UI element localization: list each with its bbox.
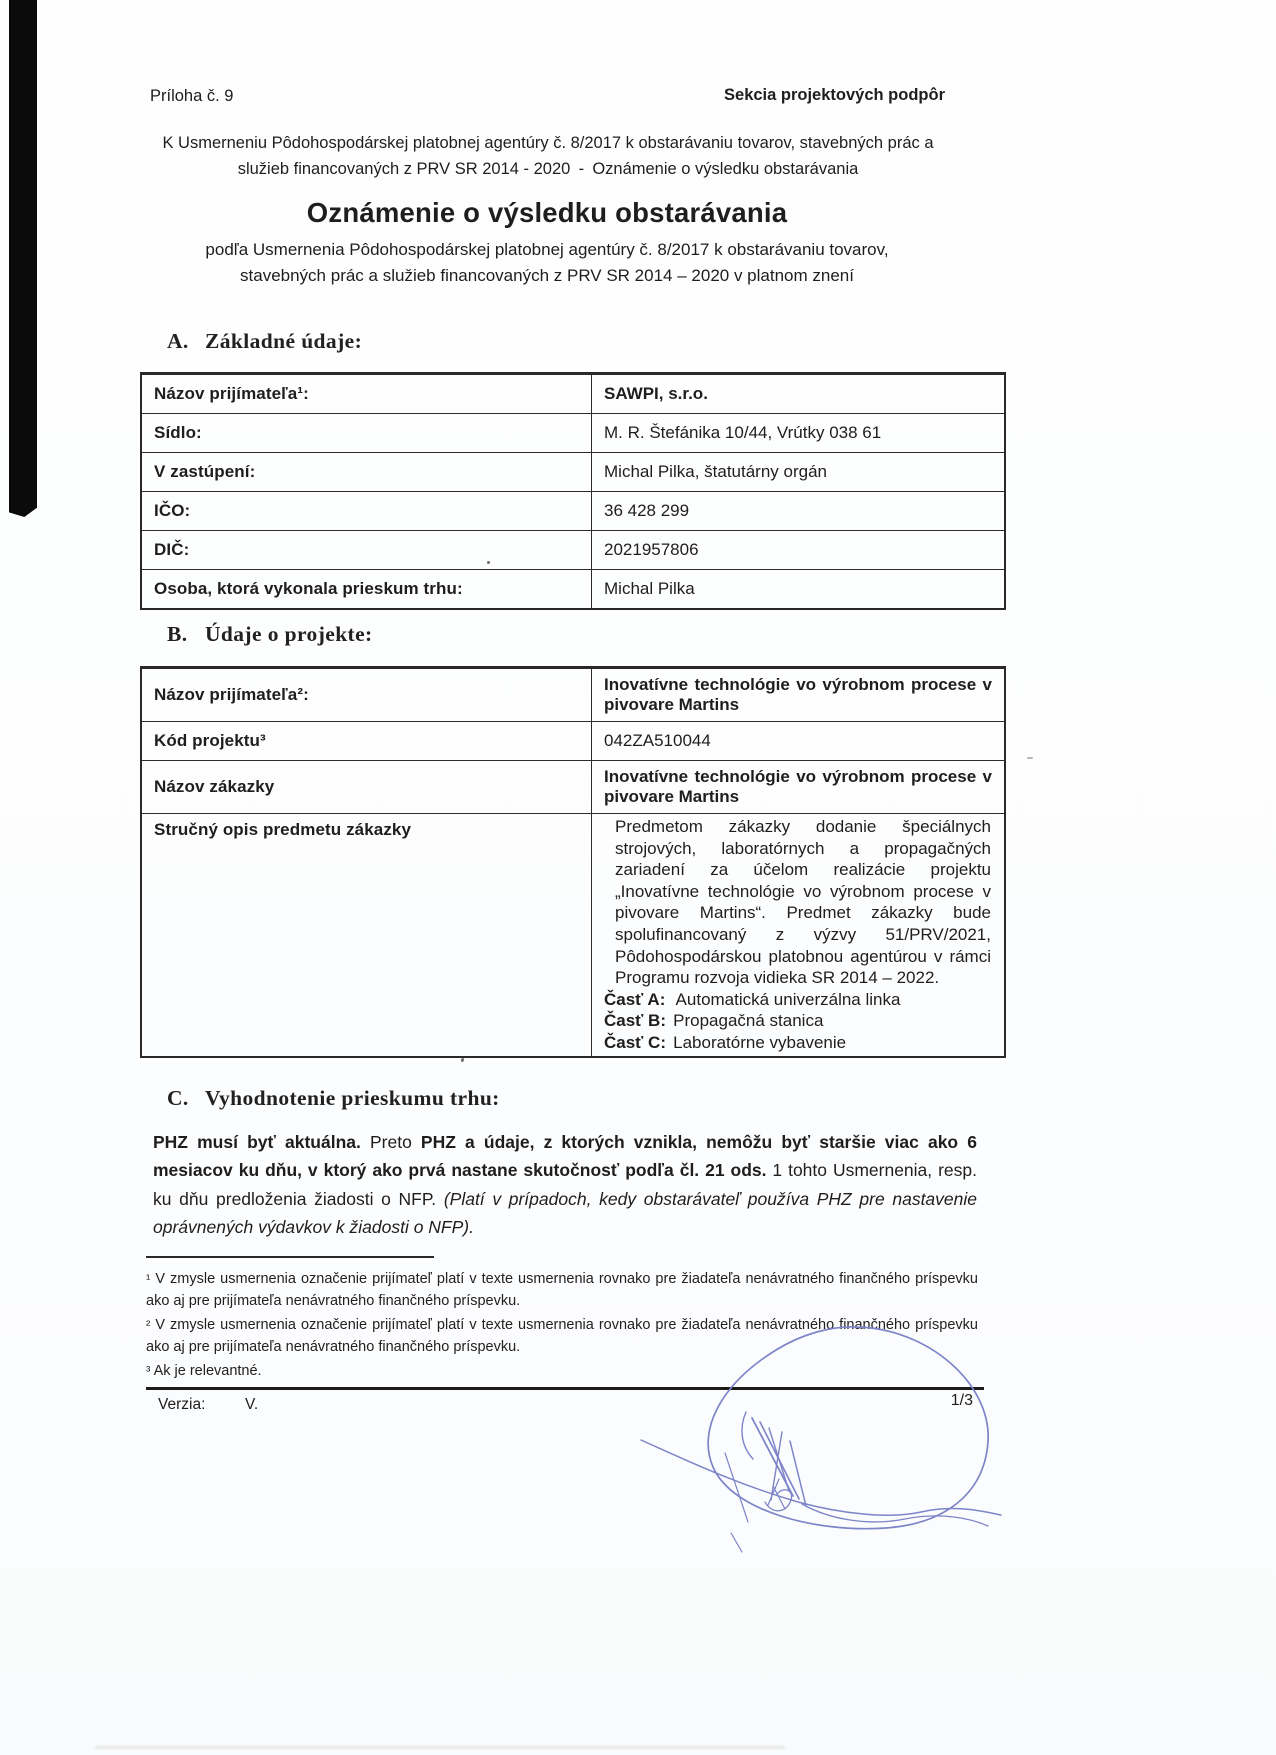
row-value: M. R. Štefánika 10/44, Vrútky 038 61 — [592, 414, 1006, 453]
row-label: Názov zákazky — [141, 761, 592, 814]
table-row — [141, 453, 1005, 492]
section-a-heading-text: Základné údaje: — [205, 329, 363, 353]
version-label: Verzia: — [158, 1396, 206, 1413]
table-row — [141, 492, 1005, 531]
part-a-text: Automatická univerzálna linka — [675, 989, 901, 1009]
section-b-letter: B. — [167, 622, 188, 646]
evaluation-paragraph: PHZ musí byť aktuálna. Preto PHZ a údaje, z ktorých vznikla, nemôžu byť staršie viac ako 6 mesiacov ku dňu, v ktorý ako prvá nastane skutočnosť podľa čl. 21 ods. 1 tohto Usmernenia, resp. ku dňu predloženia žiadosti o NFP. (Platí v prípadoch, kedy obstarávateľ používa PHZ pre nastavenie oprávnených výdavkov k žiadosti o NFP). — [153, 1132, 977, 1238]
section-c-heading-text: Vyhodnotenie prieskumu trhu: — [205, 1086, 500, 1110]
document-subtitle: podľa Usmernenia Pôdohospodárskej platobnej agentúry č. 8/2017 k obstarávaniu tovarov, stavebných prác a služieb financovaných z PRV SR 2014 – 2020 v platnom znení — [205, 240, 889, 285]
row-label: Sídlo: — [141, 414, 592, 453]
row-value: 042ZA510044 — [592, 722, 1006, 761]
document-title: Oznámenie o výsledku obstarávania — [306, 197, 788, 228]
attachment-label: Príloha č. 9 — [150, 87, 234, 105]
department-label: Sekcia projektových podpôr — [724, 86, 945, 104]
row-label: Stručný opis predmetu zákazky — [141, 814, 592, 1057]
footnote-3-text: Ak je relevantné. — [153, 1363, 262, 1379]
row-label: Názov prijímateľa²: — [141, 668, 592, 722]
row-value: SAWPI, s.r.o. — [592, 374, 1006, 414]
table-row — [141, 668, 1005, 722]
footnote-3-marker: ³ — [146, 1363, 151, 1378]
footnote-2-marker: ² — [146, 1317, 151, 1332]
table-row — [141, 570, 1005, 610]
row-value: Michal Pilka, štatutárny orgán — [592, 453, 1006, 492]
scan-bottom-smudge — [95, 1746, 785, 1749]
part-c-label: Časť C: — [604, 1032, 666, 1052]
footnote-1-marker: ¹ — [146, 1271, 151, 1286]
scan-noise-dot — [1027, 757, 1033, 759]
section-a-letter: A. — [167, 329, 189, 353]
scan-edge-artifact — [9, 0, 37, 517]
section-b-heading — [167, 622, 373, 647]
row-value: 2021957806 — [592, 531, 1006, 570]
footnote-separator — [146, 1256, 434, 1258]
row-value: Michal Pilka — [592, 570, 1006, 610]
contract-description-cell — [592, 814, 1006, 1057]
scan-noise-dot — [460, 1058, 464, 1063]
footnote-1-text: V zmysle usmernenia označenie prijímateľ platí v texte usmernenia rovnako pre žiadateľa nenávratného finančného príspevku ako aj pre prijímateľa nenávratného finančného príspevku. — [146, 1271, 978, 1309]
row-value: Inovatívne technológie vo výrobnom procese v pivovare Martins — [592, 668, 1006, 722]
table-row — [141, 722, 1005, 761]
part-line-b — [604, 1010, 992, 1032]
row-label: IČO: — [141, 492, 592, 531]
section-b-heading-text: Údaje o projekte: — [205, 622, 373, 646]
table-row — [141, 414, 1005, 453]
row-label: V zastúpení: — [141, 453, 592, 492]
table-row — [141, 761, 1005, 814]
section-a-heading — [167, 329, 362, 354]
part-c-text: Laboratórne vybavenie — [673, 1032, 847, 1052]
row-label: Osoba, ktorá vykonala prieskum trhu: — [141, 570, 592, 610]
row-value: Inovatívne technológie vo výrobnom procese v pivovare Martins — [592, 761, 1006, 814]
version-value: V. — [245, 1396, 259, 1413]
section-c-heading — [167, 1086, 500, 1111]
table-row — [141, 814, 1005, 1057]
section-c-letter: C. — [167, 1086, 189, 1110]
part-b-label: Časť B: — [604, 1011, 666, 1031]
row-value: 36 428 299 — [592, 492, 1006, 531]
part-line-a — [604, 989, 992, 1011]
scan-noise-dot — [487, 561, 490, 564]
table-row — [141, 374, 1005, 414]
table-row — [141, 531, 1005, 570]
row-label: Kód projektu³ — [141, 722, 592, 761]
row-label: DIČ: — [141, 531, 592, 570]
handwritten-signature — [560, 1290, 1030, 1580]
part-b-text: Propagačná stanica — [673, 1011, 824, 1031]
description-paragraph: Predmetom zákazky dodanie špeciálnych strojových, laboratórnych a propagačných zariadení za účelom realizácie projektu „Inovatívne technológie vo výrobnom procese v pivovare Martins“. Predmet zákazky bude spolufinancovaný z výzvy 51/PRV/2021, Pôdohospodárskou platobnou agentúrou v rámci Programu rozvoja vidieka SR 2014 – 2022. — [615, 817, 991, 988]
basic-info-table — [140, 372, 1006, 610]
project-info-table — [140, 666, 1006, 1058]
page-number: 1/3 — [950, 1392, 973, 1409]
intro-reference: K Usmerneniu Pôdohospodárskej platobnej agentúry č. 8/2017 k obstarávaniu tovarov, stavebných prác a služieb financovaných z PRV SR 2014 - 2020 - Oznámenie o výsledku obstarávania — [162, 134, 934, 178]
part-a-label: Časť A: — [604, 989, 666, 1009]
part-line-c — [604, 1032, 992, 1054]
row-label: Názov prijímateľa¹: — [141, 374, 592, 414]
footnote-2-text: V zmysle usmernenia označenie prijímateľ platí v texte usmernenia rovnako pre žiadateľa nenávratného finančného príspevku ako aj pre prijímateľa nenávratného finančného príspevku. — [146, 1317, 978, 1355]
